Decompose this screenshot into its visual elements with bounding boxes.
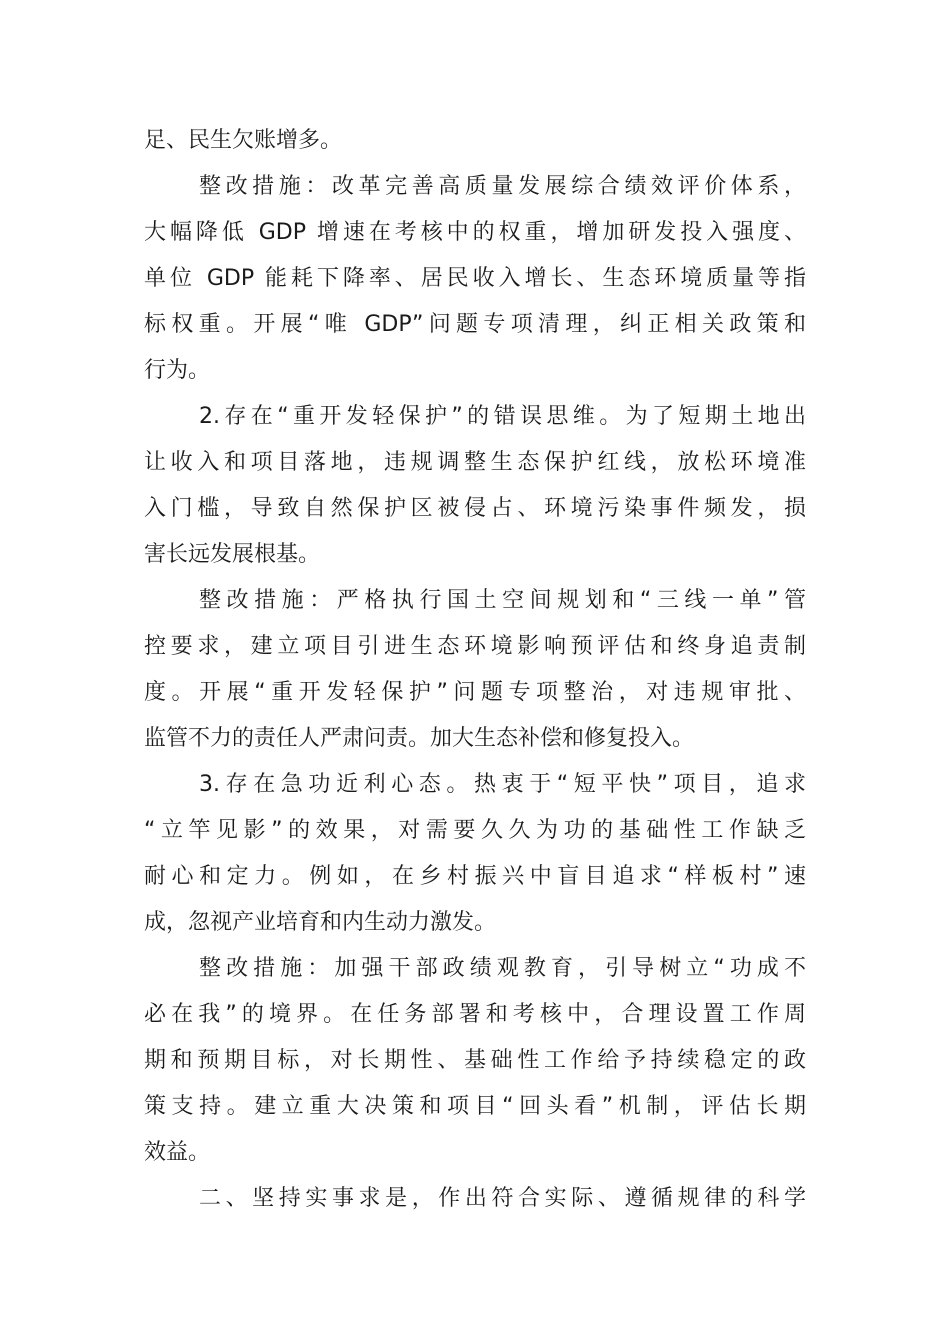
paragraph: [144, 118, 806, 164]
text-line: 标权重。开展“唯 GDP”问题专项清理，纠正相关政策和: [144, 312, 806, 337]
text-line: 策支持。建立重大决策和项目“回头看”机制，评估长期: [144, 1094, 806, 1119]
text-line: 足、民生欠账增多。: [144, 128, 343, 153]
paragraph: [144, 164, 806, 394]
text-line: 2.存在“重开发轻保护”的错误思维。为了短期土地出: [199, 404, 806, 429]
text-line: 耐心和定力。例如，在乡村振兴中盲目追求“样板村”速: [144, 864, 806, 889]
paragraph: [144, 1176, 806, 1222]
text-line: 入门槛，导致自然保护区被侵占、环境污染事件频发，损: [144, 496, 806, 521]
text-line: 成，忽视产业培育和内生动力激发。: [144, 910, 497, 935]
text-line: 效益。: [144, 1140, 211, 1165]
paragraph: [144, 394, 806, 578]
text-line: 3.存在急功近利心态。热衷于“短平快”项目，追求: [199, 772, 806, 797]
text-line: 行为。: [144, 358, 211, 383]
text-line: 单位 GDP 能耗下降率、居民收入增长、生态环境质量等指: [144, 266, 806, 291]
text-line: 度。开展“重开发轻保护”问题专项整治，对违规审批、: [144, 680, 806, 705]
text-line: 控要求，建立项目引进生态环境影响预评估和终身追责制: [144, 634, 806, 659]
document-body: [144, 118, 806, 1222]
paragraph: [144, 578, 806, 762]
paragraph: [144, 762, 806, 946]
paragraph: [144, 946, 806, 1176]
text-line: 期和预期目标，对长期性、基础性工作给予持续稳定的政: [144, 1048, 806, 1073]
text-line: 害长远发展根基。: [144, 542, 321, 567]
text-line: 必在我”的境界。在任务部署和考核中，合理设置工作周: [144, 1002, 806, 1027]
text-line: 整改措施：严格执行国土空间规划和“三线一单”管: [199, 588, 806, 613]
text-line: 大幅降低 GDP 增速在考核中的权重，增加研发投入强度、: [144, 220, 806, 245]
text-line: 二、坚持实事求是，作出符合实际、遵循规律的科学: [199, 1186, 806, 1211]
text-line: 整改措施：改革完善高质量发展综合绩效评价体系，: [199, 174, 806, 199]
text-line: 让收入和项目落地，违规调整生态保护红线，放松环境准: [144, 450, 806, 475]
text-line: “立竿见影”的效果，对需要久久为功的基础性工作缺乏: [144, 818, 806, 843]
text-line: 监管不力的责任人严肃问责。加大生态补偿和修复投入。: [144, 726, 695, 751]
text-line: 整改措施：加强干部政绩观教育，引导树立“功成不: [199, 956, 806, 981]
